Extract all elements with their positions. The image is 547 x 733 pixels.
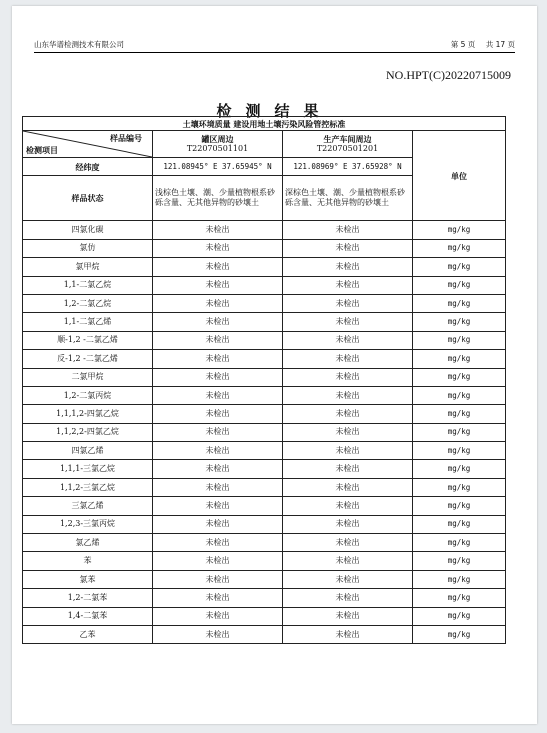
- sample1-result: 未检出: [153, 625, 283, 643]
- unit-cell: mg/kg: [413, 442, 506, 460]
- table-caption-row: [23, 117, 506, 131]
- table-row: [23, 405, 506, 423]
- sample2-header: [283, 131, 413, 158]
- sample1-result: 未检出: [153, 607, 283, 625]
- page-indicator: [443, 39, 515, 50]
- test-item: 1,1,1,2-四氯乙烷: [23, 405, 153, 423]
- sample2-result: 未检出: [283, 460, 413, 478]
- table-row: [23, 589, 506, 607]
- sample2-result: 未检出: [283, 589, 413, 607]
- sample2-name: 生产车间周边: [323, 134, 372, 144]
- sample2-code: T22070501201: [316, 144, 379, 153]
- diagonal-header-cell: [23, 131, 153, 158]
- sample2-result: 未检出: [283, 258, 413, 276]
- test-item: 氯苯: [23, 570, 153, 588]
- sample2-result: 未检出: [283, 607, 413, 625]
- sample1-result: 未检出: [153, 460, 283, 478]
- table-row: [23, 478, 506, 496]
- sample2-result: 未检出: [283, 368, 413, 386]
- page-header: [34, 36, 515, 53]
- test-item: 反-1,2 -二氯乙烯: [23, 350, 153, 368]
- table-row: [23, 607, 506, 625]
- table-row: [23, 552, 506, 570]
- unit-cell: mg/kg: [413, 313, 506, 331]
- unit-cell: mg/kg: [413, 331, 506, 349]
- sample1-header: [153, 131, 283, 158]
- sample1-result: 未检出: [153, 221, 283, 239]
- state-label: 样品状态: [23, 176, 153, 221]
- table-row: [23, 625, 506, 643]
- table-row: [23, 350, 506, 368]
- table-row: [23, 534, 506, 552]
- company-name: 山东华谱检测技术有限公司: [34, 40, 124, 49]
- test-item: 1,2,3-三氯丙烷: [23, 515, 153, 533]
- sample2-result: 未检出: [283, 350, 413, 368]
- table-row: [23, 515, 506, 533]
- test-item: 苯: [23, 552, 153, 570]
- sample1-result: 未检出: [153, 405, 283, 423]
- sample1-result: 未检出: [153, 331, 283, 349]
- coord-label: 经纬度: [23, 158, 153, 176]
- unit-cell: mg/kg: [413, 589, 506, 607]
- sample-header-row: [23, 131, 506, 158]
- test-item: 氯甲烷: [23, 258, 153, 276]
- test-item: 氯乙烯: [23, 534, 153, 552]
- table-row: [23, 221, 506, 239]
- test-item: 顺-1,2 -二氯乙烯: [23, 331, 153, 349]
- page-total: 共 17 页: [485, 40, 515, 49]
- sample2-result: 未检出: [283, 313, 413, 331]
- unit-cell: mg/kg: [413, 478, 506, 496]
- sample-code-label: 样品编号: [110, 133, 142, 143]
- sample2-result: 未检出: [283, 276, 413, 294]
- unit-cell: mg/kg: [413, 552, 506, 570]
- unit-cell: mg/kg: [413, 607, 506, 625]
- table-row: [23, 497, 506, 515]
- test-item: 四氯乙烯: [23, 442, 153, 460]
- test-item: 乙苯: [23, 625, 153, 643]
- test-item: 三氯乙烯: [23, 497, 153, 515]
- sample2-result: 未检出: [283, 331, 413, 349]
- sample2-result: 未检出: [283, 478, 413, 496]
- sample1-result: 未检出: [153, 478, 283, 496]
- sample1-coord: 121.08945° E 37.65945° N: [153, 158, 283, 176]
- sample1-result: 未检出: [153, 515, 283, 533]
- table-row: [23, 442, 506, 460]
- unit-cell: mg/kg: [413, 625, 506, 643]
- page-number: 第 5 页: [450, 40, 476, 49]
- sample2-result: 未检出: [283, 442, 413, 460]
- unit-cell: mg/kg: [413, 460, 506, 478]
- unit-cell: mg/kg: [413, 258, 506, 276]
- report-number: NO.HPT(C)20220715009: [386, 68, 511, 82]
- sample2-result: 未检出: [283, 515, 413, 533]
- sample1-result: 未检出: [153, 368, 283, 386]
- sample2-coord: 121.08969° E 37.65928° N: [283, 158, 413, 176]
- table-row: [23, 239, 506, 257]
- sample2-result: 未检出: [283, 570, 413, 588]
- unit-cell: mg/kg: [413, 405, 506, 423]
- sample1-name: 罐区周边: [201, 134, 234, 144]
- test-item: 1,2-二氯乙烷: [23, 294, 153, 312]
- sample1-result: 未检出: [153, 350, 283, 368]
- sample1-state: 浅棕色土壤、潮、少量植物根系砂砾含量、无其他异物的砂壤土: [153, 176, 283, 221]
- sample1-code: T22070501101: [186, 144, 249, 153]
- unit-cell: mg/kg: [413, 534, 506, 552]
- test-item: 1,1-二氯乙烷: [23, 276, 153, 294]
- test-item: 1,1-二氯乙烯: [23, 313, 153, 331]
- sample2-result: 未检出: [283, 239, 413, 257]
- unit-cell: mg/kg: [413, 294, 506, 312]
- unit-header: 单位: [413, 131, 506, 221]
- test-item: 1,2-二氯丙烷: [23, 386, 153, 404]
- sample1-result: 未检出: [153, 294, 283, 312]
- results-table: [22, 116, 506, 644]
- unit-cell: mg/kg: [413, 368, 506, 386]
- sample1-result: 未检出: [153, 423, 283, 441]
- sample1-result: 未检出: [153, 239, 283, 257]
- sample1-result: 未检出: [153, 552, 283, 570]
- unit-cell: mg/kg: [413, 350, 506, 368]
- unit-cell: mg/kg: [413, 423, 506, 441]
- sample1-result: 未检出: [153, 386, 283, 404]
- table-row: [23, 460, 506, 478]
- sample2-result: 未检出: [283, 552, 413, 570]
- unit-cell: mg/kg: [413, 497, 506, 515]
- table-row: [23, 331, 506, 349]
- table-caption: 土壤环境质量 建设用地土壤污染风险管控标准: [23, 117, 506, 131]
- sample1-result: 未检出: [153, 497, 283, 515]
- test-item: 1,2-二氯苯: [23, 589, 153, 607]
- sample1-result: 未检出: [153, 258, 283, 276]
- sample1-result: 未检出: [153, 313, 283, 331]
- table-row: [23, 386, 506, 404]
- page-title: 检测结果: [216, 102, 333, 120]
- test-item: 1,1,2-三氯乙烷: [23, 478, 153, 496]
- sample2-result: 未检出: [283, 294, 413, 312]
- sample2-state: 深棕色土壤、潮、少量植物根系砂砾含量、无其他异物的砂壤土: [283, 176, 413, 221]
- table-row: [23, 276, 506, 294]
- table-row: [23, 368, 506, 386]
- test-item: 1,4-二氯苯: [23, 607, 153, 625]
- sample1-result: 未检出: [153, 276, 283, 294]
- table-row: [23, 313, 506, 331]
- unit-cell: mg/kg: [413, 239, 506, 257]
- unit-cell: mg/kg: [413, 515, 506, 533]
- sample1-result: 未检出: [153, 589, 283, 607]
- unit-cell: mg/kg: [413, 386, 506, 404]
- test-item: 氯仿: [23, 239, 153, 257]
- table-row: [23, 423, 506, 441]
- sample2-result: 未检出: [283, 221, 413, 239]
- test-item: 1,1,2,2-四氯乙烷: [23, 423, 153, 441]
- test-item: 二氯甲烷: [23, 368, 153, 386]
- sample2-result: 未检出: [283, 423, 413, 441]
- test-item: 1,1,1-三氯乙烷: [23, 460, 153, 478]
- sample1-result: 未检出: [153, 534, 283, 552]
- table-row: [23, 258, 506, 276]
- sample2-result: 未检出: [283, 625, 413, 643]
- sample2-result: 未检出: [283, 386, 413, 404]
- sample2-result: 未检出: [283, 534, 413, 552]
- test-item-label: 检测项目: [26, 145, 58, 155]
- unit-cell: mg/kg: [413, 276, 506, 294]
- sample1-result: 未检出: [153, 442, 283, 460]
- table-row: [23, 294, 506, 312]
- sample2-result: 未检出: [283, 497, 413, 515]
- unit-cell: mg/kg: [413, 570, 506, 588]
- unit-cell: mg/kg: [413, 221, 506, 239]
- test-item: 四氯化碳: [23, 221, 153, 239]
- table-row: [23, 570, 506, 588]
- sample2-result: 未检出: [283, 405, 413, 423]
- sample1-result: 未检出: [153, 570, 283, 588]
